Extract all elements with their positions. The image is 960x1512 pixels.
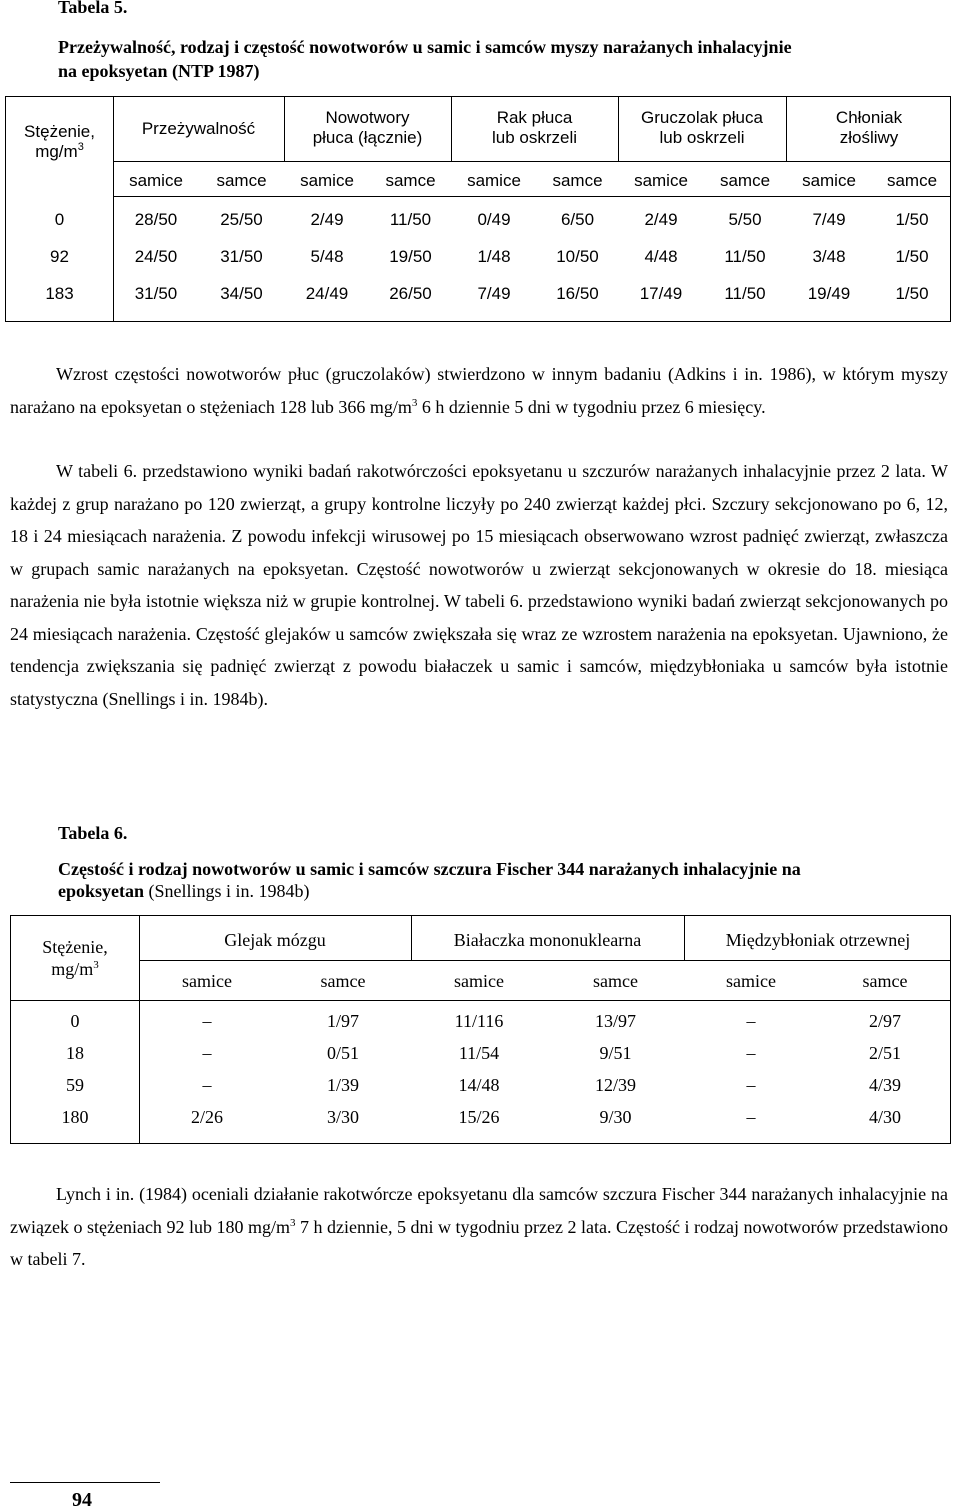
table5-cell: 19/50 bbox=[389, 247, 432, 266]
table5-group-header: Przeżywalność bbox=[141, 119, 256, 138]
table6-conc-header: Stężenie, $mg/m^3$ bbox=[42, 937, 108, 979]
table6-title: Częstość i rodzaj nowotworów u samic i samców szczura Fischer 344 narażanych inhalacyjnie na epoksyetan (Snellings i in. 1984b) bbox=[58, 859, 801, 901]
table5-cell: 1/50 bbox=[895, 284, 929, 303]
paragraph-table6-intro: W tabeli 6. przedstawiono wyniki badań rakotwórczości epoksyetanu u szczurów narażanych inhalacyjnie przez 2 lata. W każdej z grup narażano po 120 zwierząt, a grupy kontrolne liczyły po 240 zwierząt każdej płci. Szczury sekcjonowano po 6, 12, 18 i 24 miesiącach narażenia. Z powodu infekcji wirusowej po 15 miesiącach obserwowano wzrost padnięć zwierząt, zwłaszcza w grupach samic narażanych na epoksyetan. Częstość nowotworów u zwierząt sekcjonowanych w okresie do 18. miesiąca narażenia nie była istotnie większa niż w grupie kontrolnej. W tabeli 6. przedstawiono wyniki badań zwierząt sekcjonowanych po 24 miesiącach narażenia. Częstość glejaków u samców zwiększała się wraz ze wzrostem narażenia na epoksyetan. Ujawniono, że tendencja zwiększania się padnięć zwierząt z powodu białaczek u samic i samców, międzybłoniaka u samców była istotnie statystyczna (Snellings i in. 1984b). bbox=[10, 461, 948, 709]
table5-cell: 4/48 bbox=[644, 247, 678, 266]
table6-label: Tabela 6. bbox=[58, 823, 128, 843]
table5-cell: 24/50 bbox=[134, 247, 178, 266]
table5-cell: 1/50 bbox=[895, 210, 929, 229]
table5-group-header: Rak płuca lub oskrzeli bbox=[491, 108, 578, 147]
table6-cell: – bbox=[202, 1011, 212, 1031]
table5-title-line1: Przeżywalność, rodzaj i częstość nowotworów u samic i samców myszy narażanych inhalacyjnie bbox=[58, 37, 792, 57]
table5-cell: 28/50 bbox=[134, 210, 178, 229]
table5-cell: 2/49 bbox=[310, 210, 344, 229]
table5-sub-header: samice bbox=[300, 171, 354, 190]
table6-cell: 1/39 bbox=[326, 1075, 359, 1095]
table5 bbox=[5, 96, 951, 322]
table5-group-header: Chłoniak złośliwy bbox=[835, 108, 903, 147]
table5-cell: 31/50 bbox=[220, 247, 263, 266]
table6-cell: 12/39 bbox=[594, 1075, 636, 1095]
table5-cell: 7/49 bbox=[477, 284, 511, 303]
table5-cell: 1/48 bbox=[477, 247, 511, 266]
table6-cell: 9/30 bbox=[599, 1107, 632, 1127]
table6-cell: 2/97 bbox=[868, 1011, 901, 1031]
table6-cell: 2/26 bbox=[190, 1107, 223, 1127]
table5-conc-value: 92 bbox=[50, 247, 69, 266]
table5-cell: 25/50 bbox=[220, 210, 263, 229]
table5-cell: 31/50 bbox=[134, 284, 178, 303]
table6-conc-value: 18 bbox=[66, 1043, 84, 1063]
table5-conc-value: 0 bbox=[54, 210, 65, 229]
table6-cell: 11/54 bbox=[458, 1043, 500, 1063]
table6-cell: 9/51 bbox=[599, 1043, 632, 1063]
table5-sub-header: samice bbox=[467, 171, 521, 190]
table5-cell: 10/50 bbox=[556, 247, 599, 266]
table5-cell: 11/50 bbox=[724, 247, 766, 266]
table6-cell: 1/97 bbox=[326, 1011, 359, 1031]
table5-sub-header: samice bbox=[129, 171, 183, 190]
table5-cell: 11/50 bbox=[724, 284, 766, 303]
table6-cell: 3/30 bbox=[326, 1107, 359, 1127]
table5-cell: 3/48 bbox=[812, 247, 846, 266]
table5-cell: 11/50 bbox=[389, 210, 432, 229]
table5-sub-header: samce bbox=[216, 171, 267, 190]
table6-sub-header: samce bbox=[862, 971, 908, 991]
table5-cell: 1/50 bbox=[895, 247, 929, 266]
table6-conc-value: 59 bbox=[66, 1075, 84, 1095]
table5-label: Tabela 5. bbox=[58, 0, 128, 17]
table5-cell: 16/50 bbox=[556, 284, 599, 303]
table5-title-line2: na epoksyetan (NTP 1987) bbox=[58, 61, 260, 81]
table6-cell: 11/116 bbox=[454, 1011, 504, 1031]
table5-sub-header: samce bbox=[719, 171, 771, 190]
table6-sub-header: samce bbox=[593, 971, 638, 991]
table6-group-header: Międzybłoniak otrzewnej bbox=[725, 930, 911, 950]
table5-group-header: Gruczolak płuca lub oskrzeli bbox=[641, 108, 763, 147]
footer-rule bbox=[10, 1482, 160, 1483]
table5-sub-header: samce bbox=[552, 171, 603, 190]
table6-sub-header: samice bbox=[726, 971, 776, 991]
table6-cell: – bbox=[746, 1043, 756, 1063]
table6-cell: – bbox=[202, 1075, 212, 1095]
table5-cell: 5/48 bbox=[310, 247, 344, 266]
table6-cell: 2/51 bbox=[868, 1043, 901, 1063]
table5-sub-header: samice bbox=[802, 171, 856, 190]
paragraph-lynch: Lynch i in. (1984) oceniali działanie rakotwórcze epoksyetanu dla samców szczura Fischer 344 narażanych inhalacyjnie na związek o stężeniach 92 lub 180 $mg/m^3$ 7 h dziennie, 5 dni w tygodniu przez 2 lata. Częstość i rodzaj nowotworów przedstawiono w tabeli 7. bbox=[10, 1184, 948, 1269]
paragraph-adkins: Wzrost częstości nowotworów płuc (gruczolaków) stwierdzono w innym badaniu (Adkins i in. 1986), w którym myszy narażano na epoksyetan o stężeniach 128 lub 366 $mg/m^3$ 6 h dziennie 5 dni w tygodniu przez 6 miesięcy. bbox=[10, 364, 948, 417]
table5-sub-header: samce bbox=[886, 171, 938, 190]
page-number: 94 bbox=[72, 1489, 92, 1511]
table5-cell: 26/50 bbox=[389, 284, 432, 303]
table5-sub-header: samice bbox=[634, 171, 688, 190]
table5-cell: 0/49 bbox=[477, 210, 511, 229]
table6-conc-value: 0 bbox=[70, 1011, 80, 1031]
table5-cell: 5/50 bbox=[728, 210, 762, 229]
table6 bbox=[10, 915, 951, 1144]
table5-group-header: Nowotwory płuca (łącznie) bbox=[312, 108, 423, 147]
table6-group-header: Białaczka mononuklearna bbox=[453, 930, 642, 950]
table6-cell: 4/39 bbox=[868, 1075, 901, 1095]
table6-sub-header: samice bbox=[454, 971, 504, 991]
table6-cell: – bbox=[202, 1043, 212, 1063]
table6-cell: 14/48 bbox=[458, 1075, 500, 1095]
table5-cell: 2/49 bbox=[644, 210, 678, 229]
table5-sub-header: samce bbox=[385, 171, 436, 190]
table6-cell: 0/51 bbox=[326, 1043, 359, 1063]
table5-conc-header: Stężenie, $mg/m^3$ bbox=[24, 122, 95, 161]
table6-cell: – bbox=[746, 1075, 756, 1095]
table5-cell: 24/49 bbox=[305, 284, 349, 303]
table5-cell: 7/49 bbox=[812, 210, 846, 229]
table6-group-header: Glejak mózgu bbox=[224, 930, 326, 950]
table6-sub-header: samce bbox=[320, 971, 366, 991]
table6-cell: 15/26 bbox=[458, 1107, 500, 1127]
table6-cell: – bbox=[746, 1107, 756, 1127]
table5-cell: 19/49 bbox=[807, 284, 851, 303]
table6-cell: 4/30 bbox=[868, 1107, 901, 1127]
table6-conc-value: 180 bbox=[61, 1107, 89, 1127]
table6-cell: – bbox=[746, 1011, 756, 1031]
table5-cell: 6/50 bbox=[560, 210, 595, 229]
table5-cell: 34/50 bbox=[220, 284, 263, 303]
table6-cell: 13/97 bbox=[594, 1011, 636, 1031]
table6-sub-header: samice bbox=[182, 971, 232, 991]
table5-cell: 17/49 bbox=[639, 284, 683, 303]
table5-conc-value: 183 bbox=[45, 284, 74, 303]
